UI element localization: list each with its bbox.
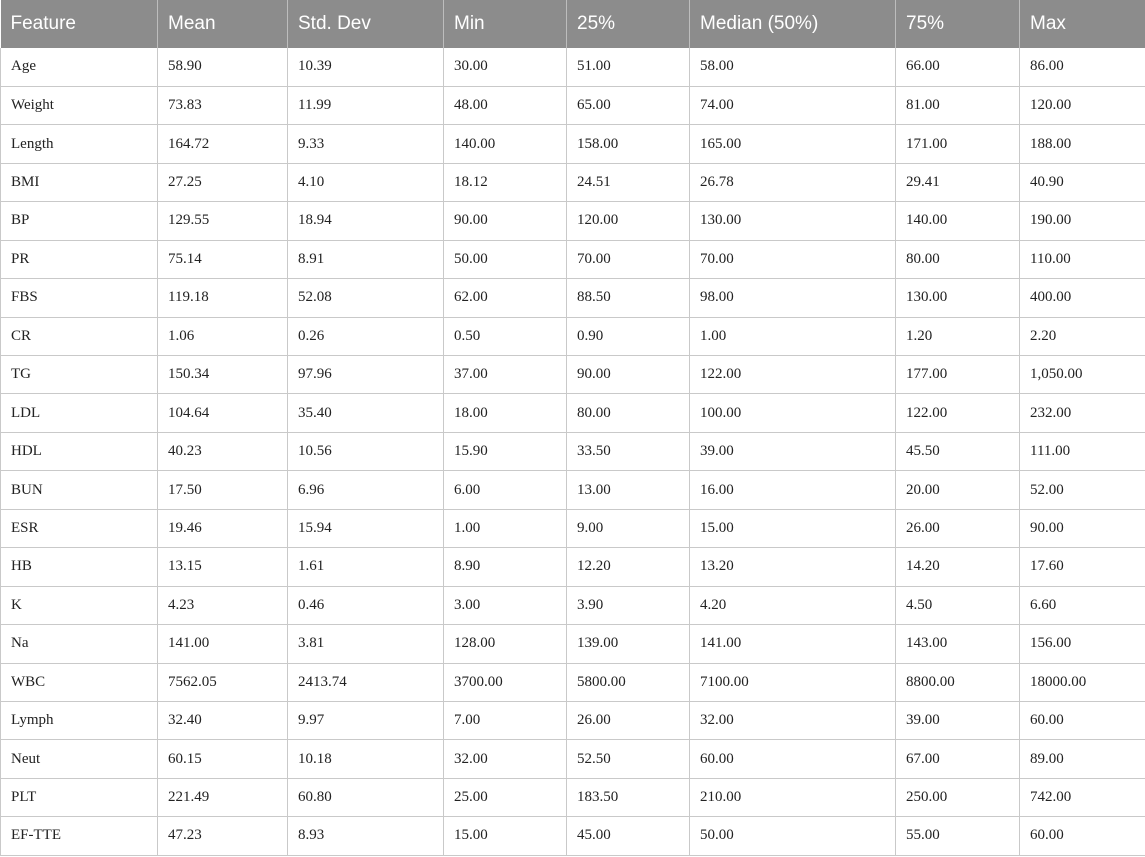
value-cell: 4.50 xyxy=(896,586,1020,624)
value-cell: 120.00 xyxy=(567,202,690,240)
feature-cell: PLT xyxy=(1,778,158,816)
column-header: Min xyxy=(444,0,567,48)
value-cell: 10.18 xyxy=(288,740,444,778)
value-cell: 0.26 xyxy=(288,317,444,355)
value-cell: 164.72 xyxy=(158,125,288,163)
value-cell: 742.00 xyxy=(1020,778,1145,816)
value-cell: 86.00 xyxy=(1020,48,1145,86)
value-cell: 110.00 xyxy=(1020,240,1145,278)
value-cell: 27.25 xyxy=(158,163,288,201)
value-cell: 0.50 xyxy=(444,317,567,355)
value-cell: 20.00 xyxy=(896,471,1020,509)
value-cell: 128.00 xyxy=(444,625,567,663)
value-cell: 19.46 xyxy=(158,509,288,547)
value-cell: 1.00 xyxy=(444,509,567,547)
feature-cell: HB xyxy=(1,548,158,586)
value-cell: 26.00 xyxy=(567,701,690,739)
value-cell: 39.00 xyxy=(896,701,1020,739)
value-cell: 1.06 xyxy=(158,317,288,355)
table-row xyxy=(1,548,1145,586)
value-cell: 1.61 xyxy=(288,548,444,586)
value-cell: 13.20 xyxy=(690,548,896,586)
value-cell: 35.40 xyxy=(288,394,444,432)
value-cell: 60.00 xyxy=(1020,701,1145,739)
value-cell: 210.00 xyxy=(690,778,896,816)
table-row xyxy=(1,701,1145,739)
value-cell: 3.81 xyxy=(288,625,444,663)
value-cell: 143.00 xyxy=(896,625,1020,663)
value-cell: 122.00 xyxy=(690,356,896,394)
table-row xyxy=(1,394,1145,432)
value-cell: 37.00 xyxy=(444,356,567,394)
value-cell: 232.00 xyxy=(1020,394,1145,432)
value-cell: 250.00 xyxy=(896,778,1020,816)
value-cell: 8.90 xyxy=(444,548,567,586)
value-cell: 188.00 xyxy=(1020,125,1145,163)
table-row xyxy=(1,740,1145,778)
table-row xyxy=(1,163,1145,201)
value-cell: 8.93 xyxy=(288,817,444,855)
column-header: Feature xyxy=(10,13,76,34)
value-cell: 9.00 xyxy=(567,509,690,547)
value-cell: 139.00 xyxy=(567,625,690,663)
feature-cell: TG xyxy=(1,356,158,394)
value-cell: 58.90 xyxy=(158,48,288,86)
value-cell: 11.99 xyxy=(288,86,444,124)
value-cell: 40.90 xyxy=(1020,163,1145,201)
table-row xyxy=(1,125,1145,163)
table-row xyxy=(1,317,1145,355)
value-cell: 89.00 xyxy=(1020,740,1145,778)
value-cell: 9.33 xyxy=(288,125,444,163)
value-cell: 67.00 xyxy=(896,740,1020,778)
value-cell: 52.08 xyxy=(288,279,444,317)
value-cell: 6.00 xyxy=(444,471,567,509)
value-cell: 177.00 xyxy=(896,356,1020,394)
value-cell: 111.00 xyxy=(1020,432,1145,470)
value-cell: 58.00 xyxy=(690,48,896,86)
value-cell: 15.00 xyxy=(444,817,567,855)
column-header: Median (50%) xyxy=(690,0,896,48)
table-row xyxy=(1,279,1145,317)
value-cell: 3700.00 xyxy=(444,663,567,701)
feature-cell: Neut xyxy=(1,740,158,778)
value-cell: 6.60 xyxy=(1020,586,1145,624)
value-cell: 74.00 xyxy=(690,86,896,124)
value-cell: 90.00 xyxy=(1020,509,1145,547)
table-row xyxy=(1,356,1145,394)
value-cell: 7.00 xyxy=(444,701,567,739)
value-cell: 24.51 xyxy=(567,163,690,201)
value-cell: 73.83 xyxy=(158,86,288,124)
value-cell: 30.00 xyxy=(444,48,567,86)
value-cell: 45.00 xyxy=(567,817,690,855)
value-cell: 15.90 xyxy=(444,432,567,470)
value-cell: 14.20 xyxy=(896,548,1020,586)
value-cell: 4.20 xyxy=(690,586,896,624)
table-row xyxy=(1,48,1145,86)
value-cell: 156.00 xyxy=(1020,625,1145,663)
value-cell: 221.49 xyxy=(158,778,288,816)
value-cell: 140.00 xyxy=(896,202,1020,240)
value-cell: 48.00 xyxy=(444,86,567,124)
value-cell: 9.97 xyxy=(288,701,444,739)
value-cell: 7100.00 xyxy=(690,663,896,701)
value-cell: 60.00 xyxy=(1020,817,1145,855)
column-header: 25% xyxy=(567,0,690,48)
column-header: 75% xyxy=(896,0,1020,48)
value-cell: 8.91 xyxy=(288,240,444,278)
value-cell: 70.00 xyxy=(567,240,690,278)
value-cell: 66.00 xyxy=(896,48,1020,86)
value-cell: 40.23 xyxy=(158,432,288,470)
value-cell: 140.00 xyxy=(444,125,567,163)
feature-cell: Lymph xyxy=(1,701,158,739)
table-row xyxy=(1,202,1145,240)
feature-cell: BUN xyxy=(1,471,158,509)
feature-cell: CR xyxy=(1,317,158,355)
value-cell: 55.00 xyxy=(896,817,1020,855)
table-row xyxy=(1,432,1145,470)
value-cell: 4.10 xyxy=(288,163,444,201)
value-cell: 26.00 xyxy=(896,509,1020,547)
value-cell: 65.00 xyxy=(567,86,690,124)
value-cell: 122.00 xyxy=(896,394,1020,432)
value-cell: 400.00 xyxy=(1020,279,1145,317)
value-cell: 50.00 xyxy=(690,817,896,855)
value-cell: 183.50 xyxy=(567,778,690,816)
value-cell: 1.00 xyxy=(690,317,896,355)
value-cell: 18.12 xyxy=(444,163,567,201)
feature-cell: Na xyxy=(1,625,158,663)
value-cell: 70.00 xyxy=(690,240,896,278)
value-cell: 10.56 xyxy=(288,432,444,470)
value-cell: 2.20 xyxy=(1020,317,1145,355)
value-cell: 141.00 xyxy=(690,625,896,663)
table-row xyxy=(1,586,1145,624)
value-cell: 0.46 xyxy=(288,586,444,624)
value-cell: 60.15 xyxy=(158,740,288,778)
value-cell: 47.23 xyxy=(158,817,288,855)
value-cell: 130.00 xyxy=(896,279,1020,317)
value-cell: 18.00 xyxy=(444,394,567,432)
table-row xyxy=(1,625,1145,663)
feature-cell: Weight xyxy=(1,86,158,124)
value-cell: 12.20 xyxy=(567,548,690,586)
feature-cell: FBS xyxy=(1,279,158,317)
value-cell: 190.00 xyxy=(1020,202,1145,240)
value-cell: 16.00 xyxy=(690,471,896,509)
table-row xyxy=(1,471,1145,509)
table-row xyxy=(1,663,1145,701)
table-row xyxy=(1,817,1145,855)
feature-cell: ESR xyxy=(1,509,158,547)
feature-cell: BP xyxy=(1,202,158,240)
feature-cell: PR xyxy=(1,240,158,278)
column-header: Max xyxy=(1020,0,1145,48)
value-cell: 52.50 xyxy=(567,740,690,778)
feature-cell: HDL xyxy=(1,432,158,470)
value-cell: 80.00 xyxy=(567,394,690,432)
value-cell: 7562.05 xyxy=(158,663,288,701)
table-body xyxy=(1,48,1145,855)
value-cell: 75.14 xyxy=(158,240,288,278)
value-cell: 90.00 xyxy=(567,356,690,394)
value-cell: 33.50 xyxy=(567,432,690,470)
value-cell: 13.15 xyxy=(158,548,288,586)
value-cell: 80.00 xyxy=(896,240,1020,278)
value-cell: 62.00 xyxy=(444,279,567,317)
column-header: Mean xyxy=(158,0,288,48)
table-row xyxy=(1,509,1145,547)
table-row xyxy=(1,86,1145,124)
value-cell: 18000.00 xyxy=(1020,663,1145,701)
value-cell: 130.00 xyxy=(690,202,896,240)
value-cell: 17.60 xyxy=(1020,548,1145,586)
value-cell: 4.23 xyxy=(158,586,288,624)
table-row xyxy=(1,240,1145,278)
value-cell: 98.00 xyxy=(690,279,896,317)
value-cell: 120.00 xyxy=(1020,86,1145,124)
value-cell: 18.94 xyxy=(288,202,444,240)
value-cell: 13.00 xyxy=(567,471,690,509)
value-cell: 3.90 xyxy=(567,586,690,624)
feature-cell: Age xyxy=(1,48,158,86)
value-cell: 150.34 xyxy=(158,356,288,394)
value-cell: 104.64 xyxy=(158,394,288,432)
value-cell: 17.50 xyxy=(158,471,288,509)
value-cell: 141.00 xyxy=(158,625,288,663)
value-cell: 25.00 xyxy=(444,778,567,816)
value-cell: 129.55 xyxy=(158,202,288,240)
feature-cell: EF-TTE xyxy=(1,817,158,855)
feature-cell: K xyxy=(1,586,158,624)
header-row xyxy=(1,0,1145,48)
table-header xyxy=(1,0,1145,48)
value-cell: 81.00 xyxy=(896,86,1020,124)
feature-cell: Length xyxy=(1,125,158,163)
value-cell: 32.00 xyxy=(444,740,567,778)
value-cell: 3.00 xyxy=(444,586,567,624)
value-cell: 26.78 xyxy=(690,163,896,201)
value-cell: 5800.00 xyxy=(567,663,690,701)
value-cell: 29.41 xyxy=(896,163,1020,201)
value-cell: 50.00 xyxy=(444,240,567,278)
value-cell: 100.00 xyxy=(690,394,896,432)
value-cell: 171.00 xyxy=(896,125,1020,163)
value-cell: 10.39 xyxy=(288,48,444,86)
value-cell: 1.20 xyxy=(896,317,1020,355)
value-cell: 0.90 xyxy=(567,317,690,355)
table-row xyxy=(1,778,1145,816)
column-header: Std. Dev xyxy=(288,0,444,48)
value-cell: 15.94 xyxy=(288,509,444,547)
value-cell: 8800.00 xyxy=(896,663,1020,701)
value-cell: 32.40 xyxy=(158,701,288,739)
value-cell: 15.00 xyxy=(690,509,896,547)
value-cell: 45.50 xyxy=(896,432,1020,470)
value-cell: 60.80 xyxy=(288,778,444,816)
value-cell: 158.00 xyxy=(567,125,690,163)
value-cell: 51.00 xyxy=(567,48,690,86)
value-cell: 88.50 xyxy=(567,279,690,317)
value-cell: 97.96 xyxy=(288,356,444,394)
feature-cell: BMI xyxy=(1,163,158,201)
value-cell: 52.00 xyxy=(1020,471,1145,509)
value-cell: 32.00 xyxy=(690,701,896,739)
feature-cell: LDL xyxy=(1,394,158,432)
value-cell: 2413.74 xyxy=(288,663,444,701)
value-cell: 165.00 xyxy=(690,125,896,163)
value-cell: 1,050.00 xyxy=(1020,356,1145,394)
value-cell: 39.00 xyxy=(690,432,896,470)
feature-cell: WBC xyxy=(1,663,158,701)
value-cell: 119.18 xyxy=(158,279,288,317)
value-cell: 6.96 xyxy=(288,471,444,509)
value-cell: 60.00 xyxy=(690,740,896,778)
value-cell: 90.00 xyxy=(444,202,567,240)
